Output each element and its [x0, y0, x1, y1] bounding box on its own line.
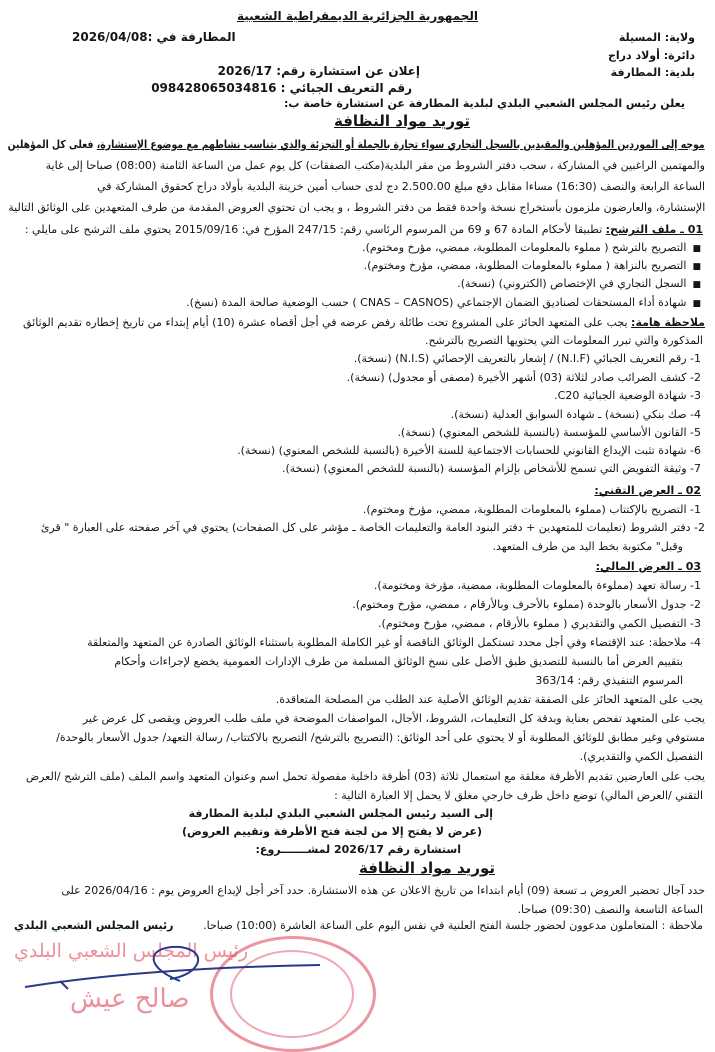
rule-paragraph: التفصيل الكمي والتقديري). — [579, 750, 703, 763]
fin-item: 2- جدول الأسعار بالوحدة (مملوء بالأحرف وبالأرقام ، ممضي، مؤرخ ومختوم). — [352, 598, 701, 611]
rule-paragraph: التقني /العرض المالي) توضع داخل ظرف خارجي مغلق لا يحمل إلا العبارة التالية : — [334, 789, 703, 802]
intro-line: والمهتمين الراغبين في المشاركة ، سحب دفتر الشروط من مقر البلدية(مكتب الصفقات) كل يوم عمل من الساعة الثامنة (08:00) صباحا إلى غاية — [45, 159, 705, 172]
rule-paragraph: يجب على المتعهد تفحص بعناية وبدقة كل التعليمات، الشروط، الأجال، المواصفات الموضحة في ملف طلب العروض ويقصى كل عرض غير — [82, 712, 705, 725]
subject-title: توريد مواد النظافة — [333, 112, 470, 130]
doc-item: 4- صك بنكي (نسخة) ـ شهادة السوابق العدلية (نسخة). — [450, 408, 701, 421]
document-date: المطارفة في :2026/04/08 — [72, 30, 236, 44]
fin-item: 3- التفصيل الكمي والتقديري ( مملوء بالأرقام ، ممضي، مؤرخ ومختوم). — [378, 617, 701, 630]
intro-lead: موجه إلى الموردين المؤهلين والمقيدين بالسجل التجاري سواء تجارة بالجملة أو التجزئة والذي يتناسب نشاطهم مع موضوع الإستشارة، — [97, 138, 706, 151]
section3-heading: 03 ـ العرض المالي: — [595, 560, 701, 573]
envelope-line: استشارة رقم 2026/17 لمشـــــــروع: — [255, 843, 461, 856]
stamp-title-handwritten: رئيس المجلس الشعبي البلدي — [14, 940, 249, 962]
daira: دائرة: أولاد دراج — [607, 49, 695, 62]
deadline-note: ملاحظة : المتعاملون مدعوون لحضور جلسة الفتح العلنية في نفس اليوم على الساعة العاشرة (10:00) صباحا. — [203, 919, 703, 932]
republic-title: الجمهورية الجزائرية الديمقراطية الشعبية — [236, 9, 479, 23]
tax-id: رقم التعريف الجبائي : 098428065034816 — [151, 81, 412, 95]
doc-item: 3- شهادة الوضعية الجبائية C20. — [554, 389, 701, 402]
rule-paragraph: يجب على المتعهد الحائز على الصفقة تقديم الوثائق الأصلية عند الطلب من المصلحة المتعاقدة. — [275, 693, 703, 706]
tech-item-cont: وقبل" مكتوبة بخط اليد من طرف المتعهد. — [492, 540, 683, 553]
bullet-item: ■ شهادة أداء المستحقات لصناديق الضمان الإجتماعي (CNAS – CASNOS ) حسب الوضعية صالحة المدة (نسخ). — [186, 295, 701, 312]
doc-item: 5- القانون الأساسي للمؤسسة (بالنسبة للشخص المعنوي) (نسخة). — [397, 426, 701, 439]
bullet-item: ■ التصريح بالنزاهة ( مملوء بالمعلومات المطلوبة، ممضي، مؤرخ ومختوم). — [364, 258, 701, 275]
fin-note-cont: بتقييم العرض أما بالنسبة للتصديق طبق الأصل على نسخ الوثائق المسلمة من طرف الإدارات العمومية يخضع لإجراءات وأحكام — [114, 655, 683, 668]
intro-line: الإستشارة، والعارضون ملزمون بأستخراج نسخة واحدة فقط من دفتر الشروط ، و يجب ان تحتوي العروض المقدمة من طرف المتعهدين على الوثائق التالية — [8, 201, 705, 214]
subject-title-repeat: توريد مواد النظافة — [358, 859, 495, 877]
intro-lead-rest: فعلى كل المؤهلين — [8, 138, 98, 151]
announcement-title: إعلان عن استشارة رقم: 2026/17 — [217, 64, 420, 78]
bullet-item: ■ التصريح بالترشح ( مملوء بالمعلومات المطلوبة، ممضي، مؤرخ ومختوم). — [362, 240, 701, 257]
note-text: يجب على المتعهد الحائز على المشروع تحت طائلة رفض عرضه في أجل أقصاه عشرة (10) أيام إبتداء من تاريخ إخطاره تقديم الوثائق — [22, 316, 632, 329]
doc-item: 1- رقم التعريف الجبائي (N.I.F) / إشعار بالتعريف الإحصائي (N.I.S) (نسخة). — [353, 352, 701, 365]
baladia: بلدية: المطارفة — [610, 66, 695, 79]
deadline-line: الساعة التاسعة والنصف (09:30) صباحا. — [517, 903, 703, 916]
doc-item: 7- وثيقة التفويض التي تسمح للأشخاص بإلزام المؤسسة (بالنسبة للشخص المعنوي) (نسخة). — [281, 462, 701, 475]
doc-item: 2- كشف الضرائب صادر لثلاثة (03) أشهر الأخيرة (مصفى أو مجدول) (نسخة). — [346, 371, 701, 384]
deadline-line: حدد آجال تحضير العروض بـ تسعة (09) أيام ابتداءا من تاريخ الاعلان عن هذه الاستشارة. حدد آخر أجل لإيداع العروض يوم : 2026/04/16 على — [61, 884, 705, 897]
wilaya: ولاية: المسيلة — [618, 31, 695, 44]
fin-item: 1- رسالة تعهد (مملوءة بالمعلومات المطلوبة، ممضية، مؤرخة ومختومة). — [373, 579, 701, 592]
signatory-name: صالح عيش — [70, 984, 190, 1014]
signature-title: رئيس المجلس الشعبي البلدي — [14, 919, 174, 932]
bullet-item: ■ السجل التجاري في الإختصاص (الكتروني) (نسخة). — [457, 276, 701, 293]
rule-paragraph: يجب على العارضين تقديم الأظرفة مغلقة مع استعمال ثلاثة (03) أظرفة داخلية مفصولة تحمل اسم وعنوان المتعهد واسم الملف (ملف الترشح /العرض — [25, 770, 705, 783]
fin-item: 4- ملاحظة: عند الإقتضاء وفي أجل محدد تستكمل الوثائق الناقصة أو غير الكاملة المطلوبة باستثناء الوثائق الصادرة عن المتعهد والمتعلقة — [87, 636, 701, 649]
section2-heading: 02 ـ العرض التقني: — [594, 484, 701, 497]
section1-heading: 01 ـ ملف الترشح: — [605, 223, 703, 236]
note-line — [23, 315, 705, 331]
rule-paragraph: مستوفي وغير مطابق للوثائق المطلوبة أو لا يحتوي على أحد الوثائق: (التصريح بالترشح/ التصريح بالاكتتاب/ رسالة التعهد/ جدول الأسعار بالوحدة/ — [56, 731, 705, 744]
intro-line: الساعة الرابعة والنصف (16:30) مساءا مقابل دفع مبلغ 2.500.00 دج لدى حساب أمين خزينة البلدية بأولاد دراج كحقوق المشاركة في — [97, 180, 705, 193]
section1-line — [25, 222, 703, 238]
announcement-intro: يعلن رئيس المجلس الشعبي البلدي لبلدية المطارفة عن استشارة خاصة ب: — [283, 97, 685, 110]
note-line: المذكورة والتي تبرر المعلومات التي يحتويها التصريح بالترشح. — [425, 334, 703, 347]
note-label: ملاحظة هامة: — [631, 316, 705, 329]
envelope-line: إلى السيد رئيس المجلس الشعبي البلدي لبلدية المطارفة — [188, 807, 493, 820]
tech-item: 2- دفتر الشروط (تعليمات للمتعهدين + دفتر البنود العامة والتعليمات الخاصة ـ مؤشر على كل الصفحات) يحتوي في آخر صفحته على العبارة " قرئ — [40, 521, 705, 534]
tech-item: 1- التصريح بالإكتتاب (مملوء بالمعلومات المطلوبة، ممضي، مؤرخ ومختوم). — [362, 503, 701, 516]
handwritten-signature — [20, 945, 340, 1005]
section1-text: تطبيقا لأحكام المادة 67 و 69 من المرسوم الرئاسي رقم: 247/15 المؤرخ في: 2015/09/16 يحتوي ملف الترشح على مايلي : — [24, 223, 606, 236]
intro-line — [8, 137, 705, 153]
doc-item: 6- شهادة تثبت الإيداع القانوني للحسابات الاجتماعية للسنة الأخيرة (بالنسبة للشخص المعنوي) (نسخة). — [237, 444, 701, 457]
fin-note-cont: المرسوم التنفيذي رقم: 363/14 — [535, 674, 683, 687]
envelope-line: (عرض لا يفتح إلا من لجنة فتح الأظرفة وتقييم العروض) — [182, 825, 482, 838]
